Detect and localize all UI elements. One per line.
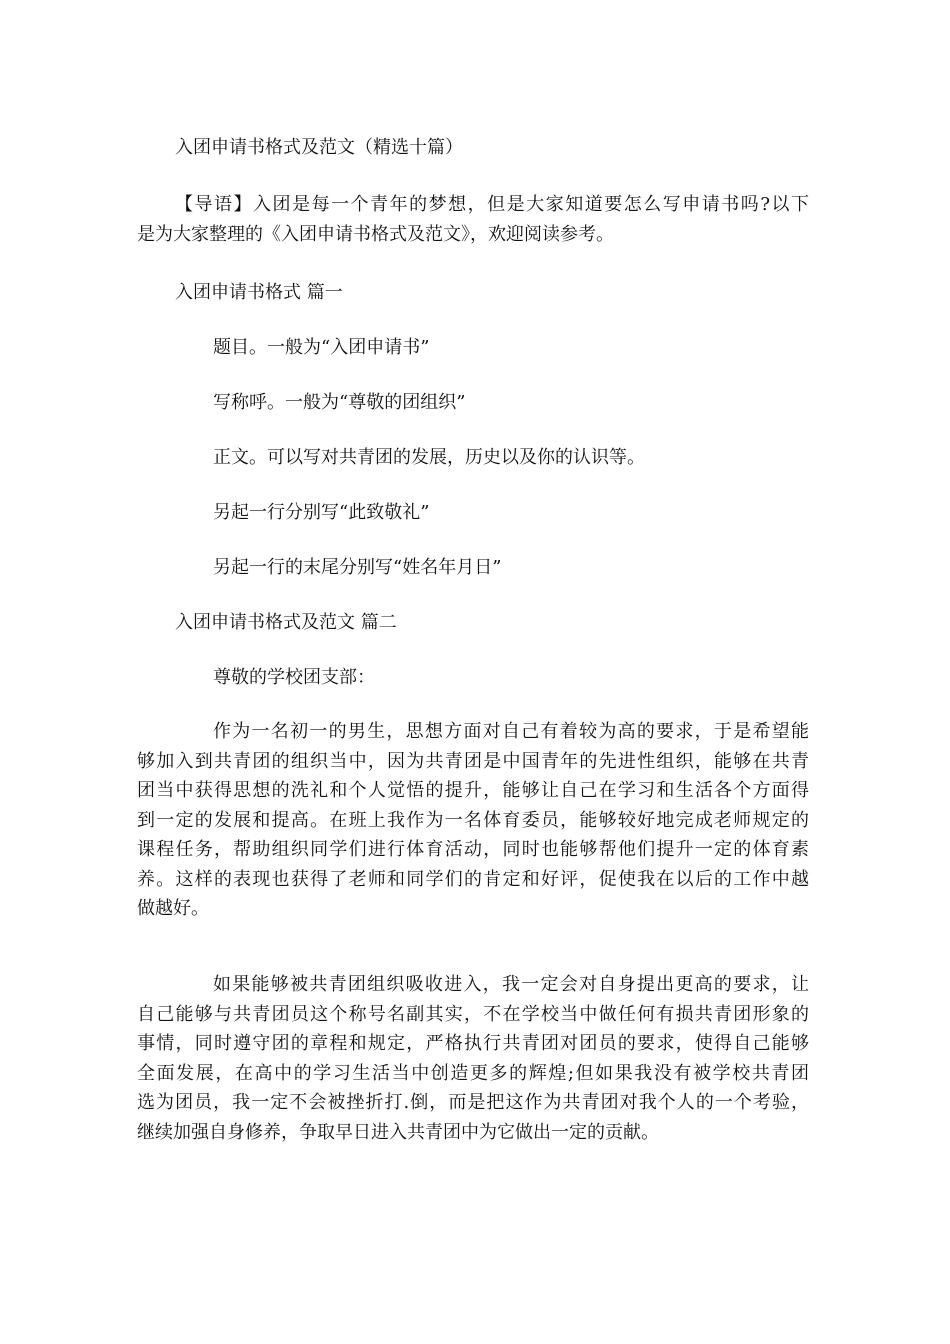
- paragraph-line: 做越好。: [137, 898, 209, 919]
- letter-paragraph-1: [137, 717, 809, 924]
- paragraph-line: 课程任务，帮助组织同学们进行体育活动，同时也能够帮他们提升一定的体育素: [137, 839, 809, 860]
- paragraph-line: 选为团员，我一定不会被挫折打.倒，而是把这作为共青团对我个人的一个考验，: [137, 1092, 809, 1113]
- paragraph-line: 全面发展，在高中的学习生活当中创造更多的辉煌;但如果我没有被学校共青团: [137, 1062, 809, 1084]
- format-item: 题目。一般为“入团申请书”: [213, 337, 430, 358]
- format-item: 另起一行的末尾分别写“姓名年月日”: [213, 557, 502, 578]
- paragraph-line: 继续加强自身修养，争取早日进入共青团中为它做出一定的贡献。: [137, 1121, 659, 1143]
- intro-line: 【导语】入团是每一个青年的梦想，但是大家知道要怎么写申请书吗?以下: [175, 194, 809, 215]
- intro-paragraph: [137, 190, 809, 249]
- paragraph-line: 如果能够被共青团组织吸收进入，我一定会对自身提出更高的要求，让: [213, 974, 809, 995]
- paragraph-line: 养。这样的表现也获得了老师和同学们的肯定和好评，促使我在以后的工作中越: [137, 868, 809, 890]
- letter-paragraph-2: [137, 970, 809, 1147]
- format-item: 另起一行分别写“此致敬礼”: [213, 502, 430, 523]
- section1-heading: 入团申请书格式 篇一: [175, 282, 343, 303]
- paragraph-line: 自己能够与共青团员这个称号名副其实，不在学校当中做任何有损共青团形象的: [137, 1003, 809, 1025]
- section2-heading: 入团申请书格式及范文 篇二: [175, 612, 397, 633]
- paragraph-line: 团当中获得思想的洗礼和个人觉悟的提升，能够让自己在学习和生活各个方面得: [137, 780, 809, 801]
- paragraph-line: 事情，同时遵守团的章程和规定，严格执行共青团对团员的要求，使得自己能够: [137, 1033, 809, 1054]
- paragraph-line: 够加入到共青团的组织当中，因为共青团是中国青年的先进性组织，能够在共青: [137, 750, 809, 772]
- letter-salutation: 尊敬的学校团支部：: [213, 667, 375, 688]
- format-item: 正文。可以写对共青团的发展，历史以及你的认识等。: [213, 447, 645, 468]
- intro-line: 是为大家整理的《入团申请书格式及范文》，欢迎阅读参考。: [137, 223, 614, 245]
- document-title: 入团申请书格式及范文（精选十篇）: [175, 137, 463, 158]
- paragraph-line: 作为一名初一的男生，思想方面对自己有着较为高的要求，于是希望能: [213, 721, 809, 742]
- format-item: 写称呼。一般为“尊敬的团组织”: [213, 392, 466, 413]
- paragraph-line: 到一定的发展和提高。在班上我作为一名体育委员，能够较好地完成老师规定的: [137, 809, 809, 831]
